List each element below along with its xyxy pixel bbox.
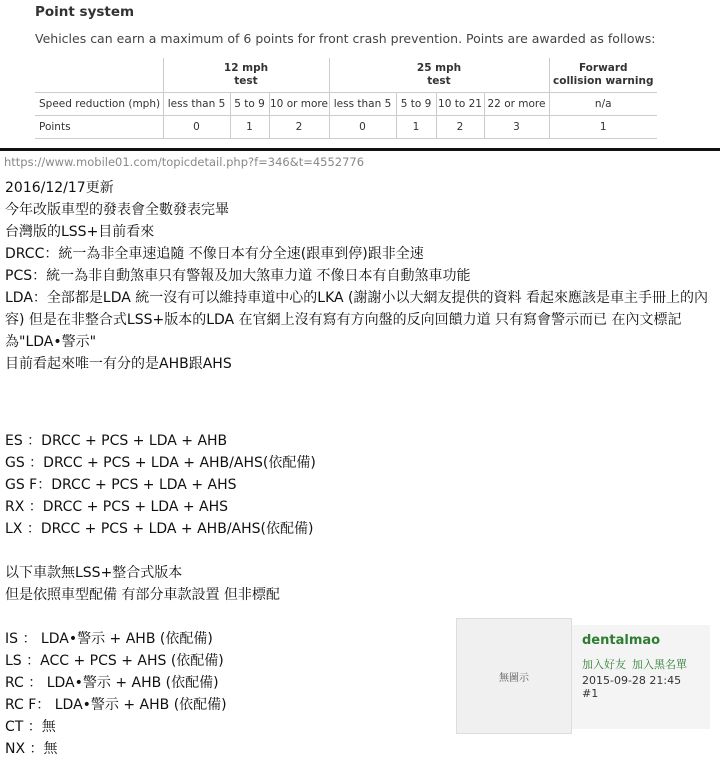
table-cell: less than 5 xyxy=(329,93,396,116)
table-cell: 0 xyxy=(163,116,230,139)
avatar-placeholder-text: 無圖示 xyxy=(499,672,529,684)
table-cell: n/a xyxy=(549,93,657,116)
blacklist-link[interactable]: 加入黑名單 xyxy=(632,658,687,671)
post-line: LDA：全部都是LDA 統一沒有可以維持車道中心的LKA (謝謝小以大網友提供的資料 看起來應該是車主手冊上的內容) 但是在非整合式LSS+版本的LDA 在官網上沒有寫有方向盤的反向回饋力道 只有寫會警示而已 在內文標記為"LDA•警示" xyxy=(5,290,708,350)
post-line: DRCC：統一為非全車速追隨 不像日本有分全速(跟車到停)跟非全速 xyxy=(5,246,424,262)
spacer xyxy=(5,419,717,430)
header-12mph: 12 mph test xyxy=(163,58,329,93)
header-empty xyxy=(35,58,163,93)
post-datetime: 2015-09-28 21:45 xyxy=(582,674,682,687)
add-friend-link[interactable]: 加入好友 xyxy=(582,658,626,671)
post-line: RC ： LDA•警示 + AHB (依配備) xyxy=(5,675,219,691)
point-system-title: Point system xyxy=(35,4,135,20)
post-line: PCS：統一為非自動煞車只有警報及加大煞車力道 不像日本有自動煞車功能 xyxy=(5,268,471,284)
blank-line xyxy=(5,375,717,397)
post-line: LX ：DRCC + PCS + LDA + AHB/AHS(依配備) xyxy=(5,521,314,537)
post-line: RX ：DRCC + PCS + LDA + AHS xyxy=(5,499,229,515)
table-cell: 1 xyxy=(230,116,269,139)
post-line: 目前看起來唯一有分的是AHB跟AHS xyxy=(5,356,232,372)
post-line: 但是依照車型配備 有部分車款設置 但非標配 xyxy=(5,587,280,603)
header-fcw: Forward collision warning xyxy=(549,58,657,93)
table-cell: 2 xyxy=(269,116,329,139)
points-row-label: Points xyxy=(35,116,163,139)
user-actions xyxy=(582,656,700,672)
table-cell: 22 or more xyxy=(484,93,549,116)
table-cell: 0 xyxy=(329,116,396,139)
post-line: GS F：DRCC + PCS + LDA + AHS xyxy=(5,477,237,493)
username-link[interactable]: dentalmao xyxy=(582,633,661,648)
point-system-section xyxy=(0,0,720,150)
divider-line xyxy=(0,148,720,151)
source-url: https://www.mobile01.com/topicdetail.php?f=346&t=4552776 xyxy=(4,155,365,169)
post-line: IS ： LDA•警示 + AHB (依配備) xyxy=(5,631,213,647)
post-line: LS ：ACC + PCS + AHS (依配備) xyxy=(5,653,224,669)
post-line: NX ：無 xyxy=(5,741,58,757)
table-cell: 1 xyxy=(549,116,657,139)
table-cell: less than 5 xyxy=(163,93,230,116)
avatar[interactable] xyxy=(456,618,572,734)
post-line: 2016/12/17更新 xyxy=(5,180,114,196)
blank-line xyxy=(5,540,717,562)
table-cell: 5 to 9 xyxy=(396,93,436,116)
post-number: #1 xyxy=(582,687,599,700)
speed-row-label: Speed reduction (mph) xyxy=(35,93,163,116)
post-line: CT ：無 xyxy=(5,719,56,735)
post-line: RC F： LDA•警示 + AHB (依配備) xyxy=(5,697,227,713)
post-line: ES ：DRCC + PCS + LDA + AHB xyxy=(5,433,228,449)
header-25mph: 25 mph test xyxy=(329,58,549,93)
table-cell: 3 xyxy=(484,116,549,139)
table-cell: 2 xyxy=(436,116,484,139)
table-cell: 5 to 9 xyxy=(230,93,269,116)
post-line: 以下車款無LSS+整合式版本 xyxy=(5,565,183,581)
speed-row xyxy=(35,93,657,116)
table-cell: 10 or more xyxy=(269,93,329,116)
user-card xyxy=(572,625,710,729)
points-row xyxy=(35,116,657,139)
table-cell: 1 xyxy=(396,116,436,139)
post-line: GS ：DRCC + PCS + LDA + AHB/AHS(依配備) xyxy=(5,455,316,471)
post-meta xyxy=(582,674,700,700)
blank-line xyxy=(5,397,717,419)
point-system-description: Vehicles can earn a maximum of 6 points for front crash prevention. Points are awarded as follows: xyxy=(35,31,656,46)
post-line: 台灣版的LSS+目前看來 xyxy=(5,224,155,240)
table-cell: 10 to 21 xyxy=(436,93,484,116)
post-line: 今年改版車型的發表會全數發表完畢 xyxy=(5,202,229,218)
points-table xyxy=(35,58,657,139)
